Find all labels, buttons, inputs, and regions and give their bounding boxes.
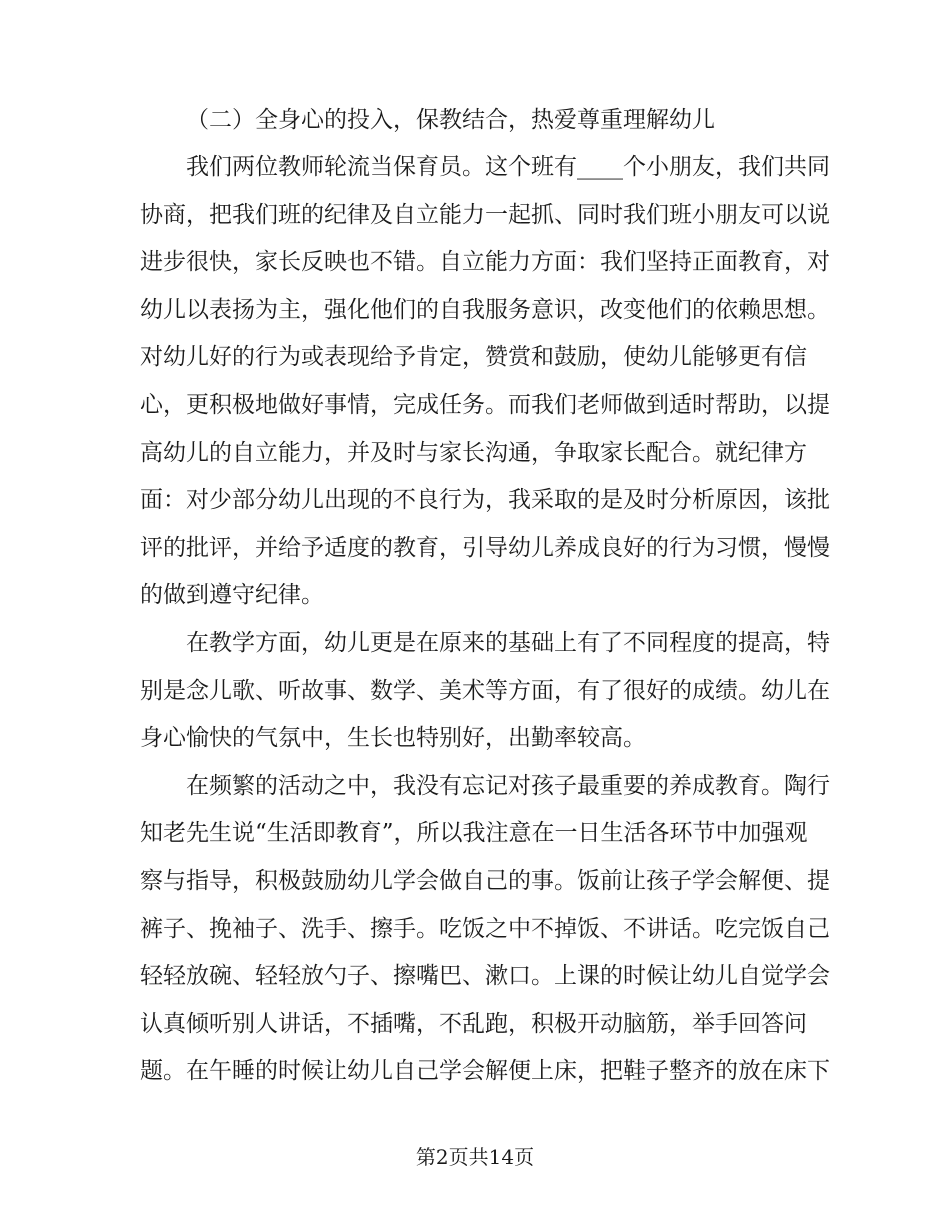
page-number-footer: 第2页共14页 xyxy=(415,1145,535,1169)
paragraph-line: 协商，把我们班的纪律及自立能力一起抓、同时我们班小朋友可以说 xyxy=(140,201,830,228)
paragraph-line: 对幼儿好的行为或表现给予肯定，赞赏和鼓励，使幼儿能够更有信 xyxy=(140,344,807,371)
paragraph-line: 高幼儿的自立能力，并及时与家长沟通，争取家长配合。就纪律方 xyxy=(140,439,807,466)
paragraph-line: 察与指导，积极鼓励幼儿学会做自己的事。饭前让孩子学会解便、提 xyxy=(140,867,830,894)
paragraph-line: 身心愉快的气氛中，生长也特别好，出勤率较高。 xyxy=(140,725,646,752)
paragraph-1 xyxy=(140,144,830,620)
paragraph-3 xyxy=(140,763,830,1096)
paragraph-line: 裤子、挽袖子、洗手、擦手。吃饭之中不掉饭、不讲话。吃完饭自己 xyxy=(140,915,830,942)
paragraph-line: 题。在午睡的时候让幼儿自己学会解便上床，把鞋子整齐的放在床下 xyxy=(140,1058,830,1085)
paragraph-line: 幼儿以表扬为主，强化他们的自我服务意识，改变他们的依赖思想。 xyxy=(140,296,830,323)
paragraph-line: 进步很快，家长反映也不错。自立能力方面：我们坚持正面教育，对 xyxy=(140,249,830,276)
paragraph-line: 在教学方面，幼儿更是在原来的基础上有了不同程度的提高，特 xyxy=(186,629,830,656)
paragraph-line: 知老先生说“生活即教育”，所以我注意在一日生活各环节中加强观 xyxy=(140,820,808,847)
paragraph-line: 别是念儿歌、听故事、数学、美术等方面，有了很好的成绩。幼儿在 xyxy=(140,677,830,704)
section-heading: （二）全身心的投入，保教结合，热爱尊重理解幼儿 xyxy=(186,107,715,133)
paragraph-line: 心，更积极地做好事情，完成任务。而我们老师做到适时帮助，以提 xyxy=(140,391,830,418)
paragraph-line: 轻轻放碗、轻轻放勺子、擦嘴巴、漱口。上课的时候让幼儿自觉学会 xyxy=(140,963,830,990)
paragraph-2 xyxy=(140,620,830,763)
paragraph-line: 面：对少部分幼儿出现的不良行为，我采取的是及时分析原因，该批 xyxy=(140,487,830,514)
paragraph-line: 认真倾听别人讲话，不插嘴，不乱跑，积极开动脑筋，举手回答问 xyxy=(140,1010,807,1037)
paragraph-line: 评的批评，并给予适度的教育，引导幼儿养成良好的行为习惯，慢慢 xyxy=(140,534,830,561)
document-body xyxy=(140,96,830,1096)
paragraph-line: 我们两位教师轮流当保育员。这个班有____个小朋友，我们共同 xyxy=(186,154,830,180)
paragraph-line: 的做到遵守纪律。 xyxy=(140,582,324,609)
paragraph-line: 在频繁的活动之中，我没有忘记对孩子最重要的养成教育。陶行 xyxy=(186,772,830,799)
